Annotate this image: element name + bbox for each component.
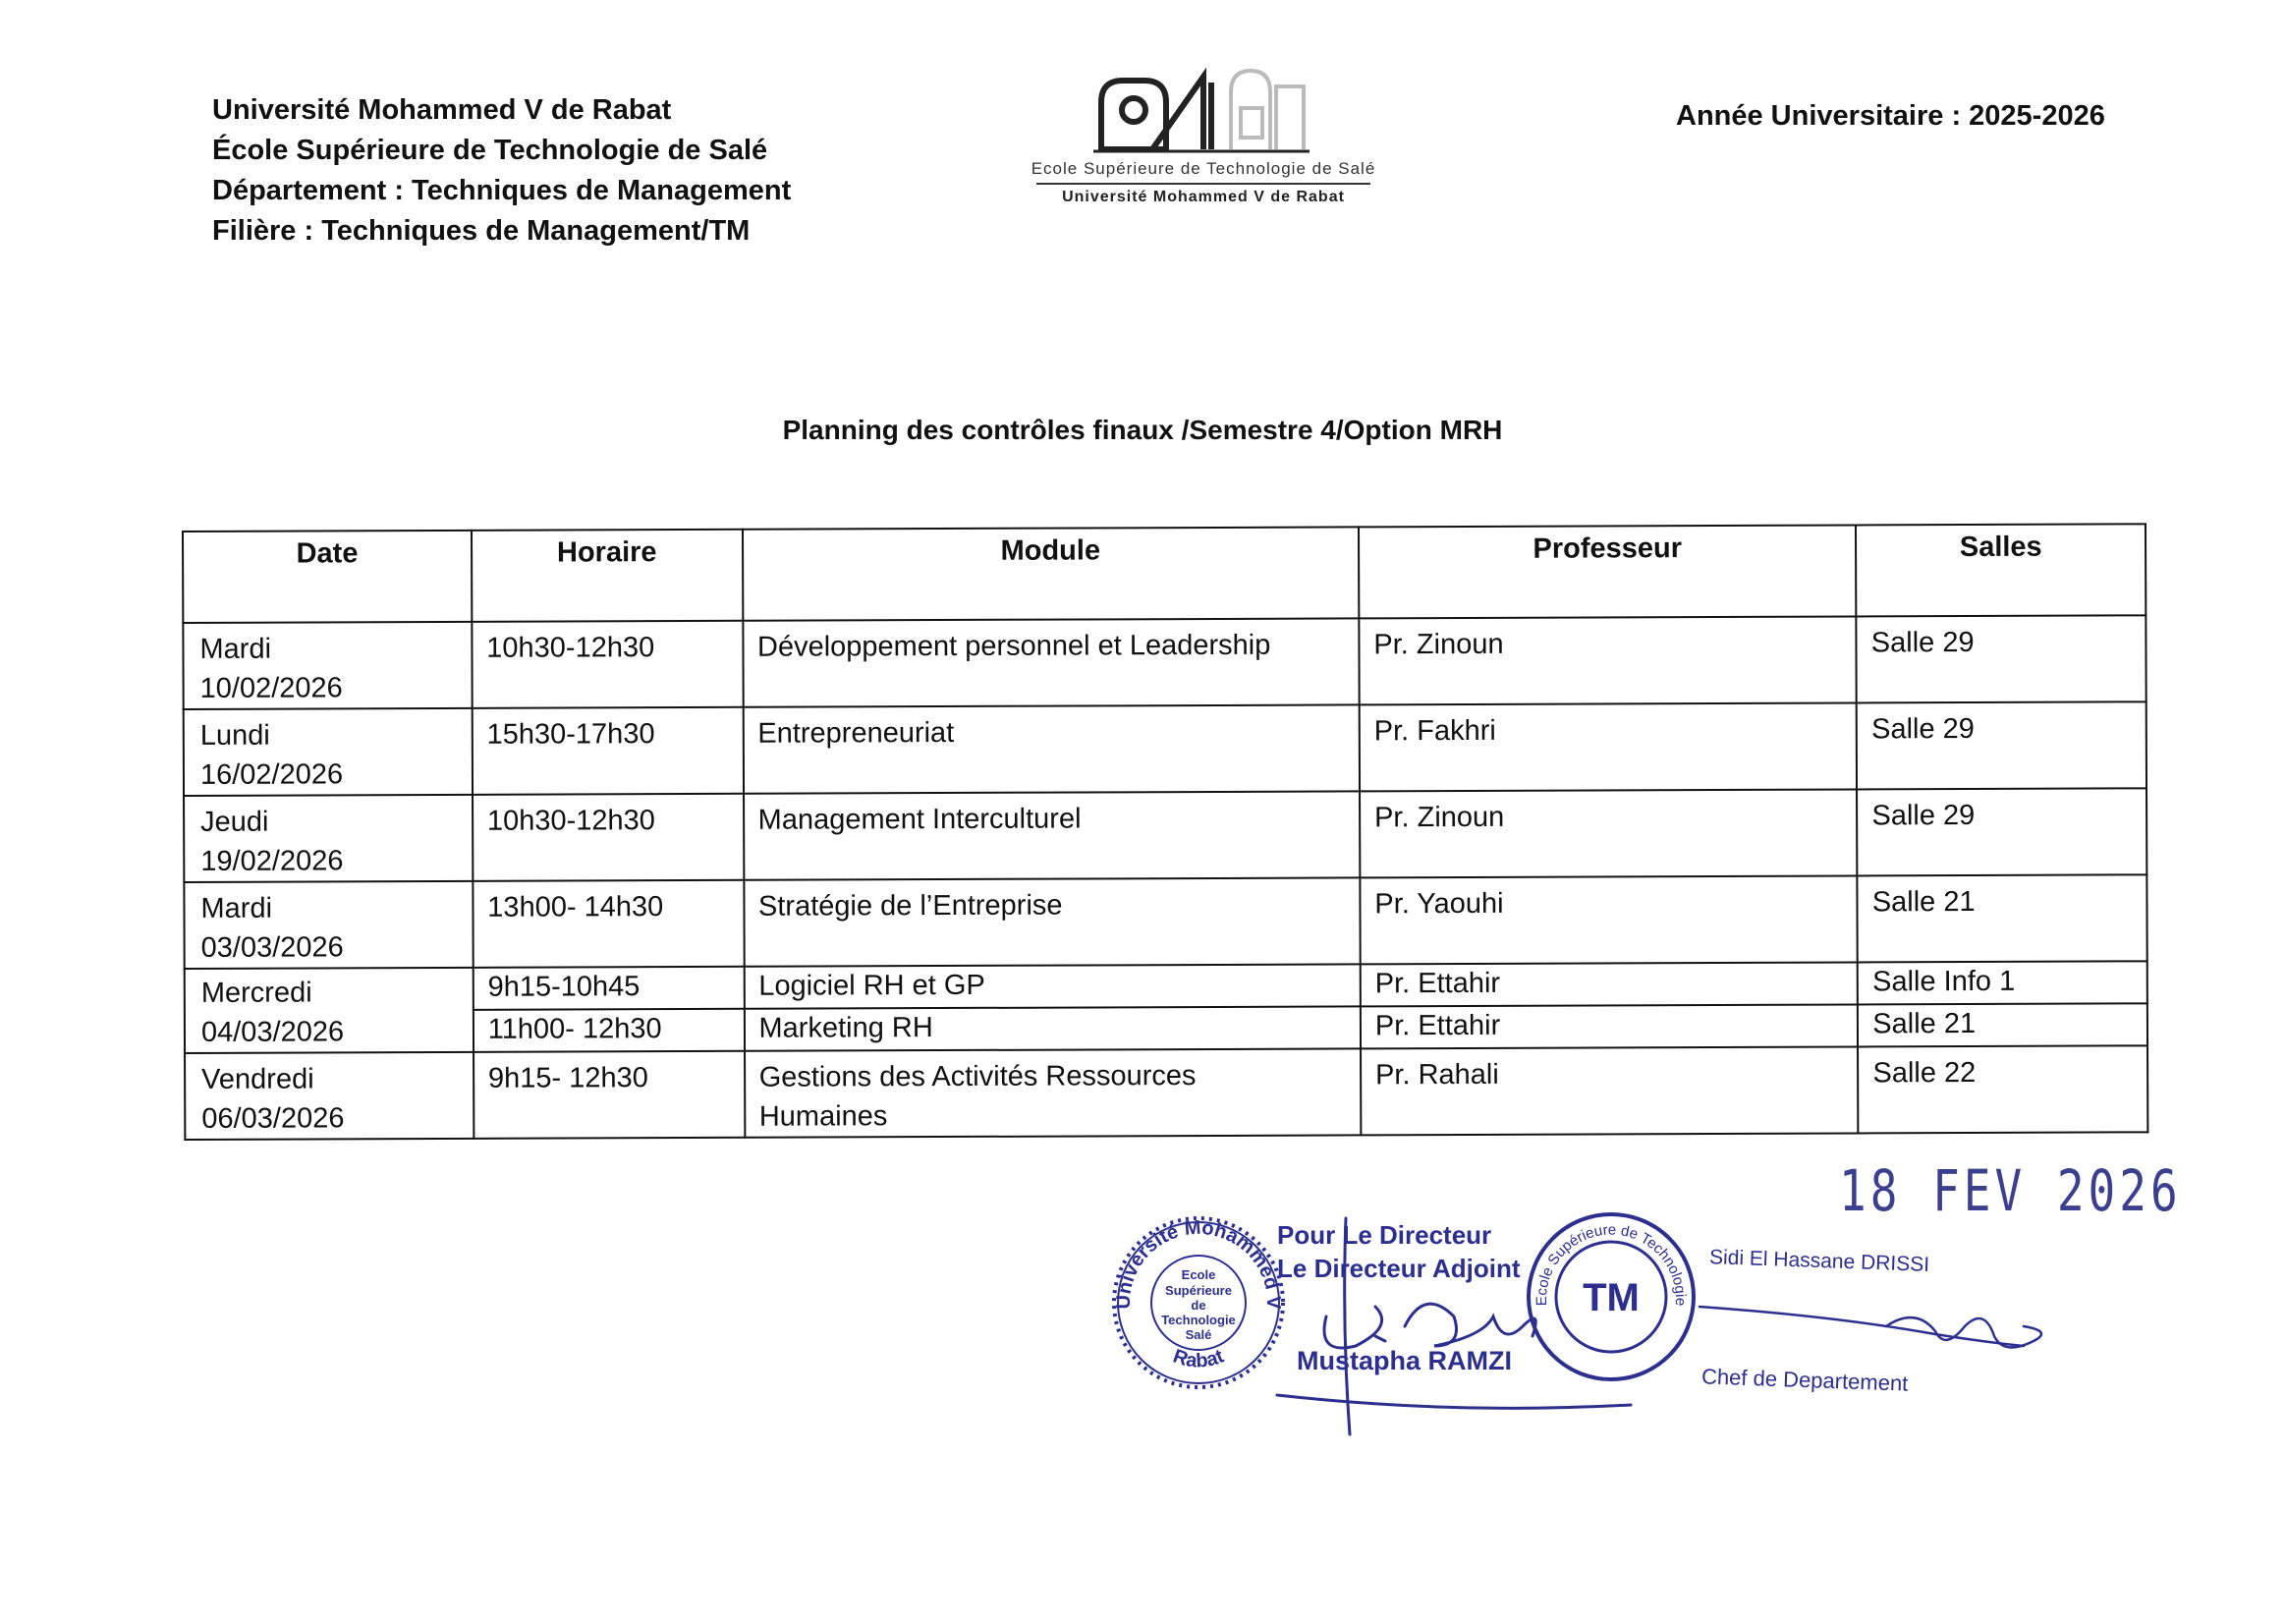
director-line-2: Le Directeur Adjoint: [1277, 1254, 1521, 1283]
header-salles: Salles: [1856, 524, 2146, 616]
date-label: 16/02/2026: [199, 758, 344, 791]
date-cell: [185, 1052, 474, 1140]
table-row: [185, 1045, 2147, 1140]
module-cell: Stratégie de l’Entreprise: [744, 877, 1361, 966]
salle-cell: Salle Info 1: [1858, 961, 2147, 1004]
department-head-title: Chef de Departement: [1700, 1364, 1909, 1396]
day-label: Mardi: [199, 633, 272, 665]
institution-header: [212, 90, 959, 252]
horaire-cell: 9h15-10h45: [474, 967, 745, 1010]
seal-ring-bottom: Rabat: [1170, 1345, 1227, 1372]
school-name: École Supérieure de Technologie de Salé: [212, 135, 768, 166]
seal-center-line: Supérieure: [1165, 1283, 1232, 1298]
department-head-signature-icon: [1690, 1287, 2063, 1366]
module-cell: Marketing RH: [744, 1006, 1361, 1050]
day-label: Mercredi: [200, 977, 312, 1009]
horaire-cell: 10h30-12h30: [473, 794, 744, 881]
seal-ring-top: Université Mohammed V: [1112, 1216, 1285, 1310]
module-cell: Entrepreneuriat: [743, 704, 1360, 793]
date-label: 03/03/2026: [200, 931, 344, 964]
horaire-cell: 15h30-17h30: [472, 707, 743, 795]
date-cell: [184, 708, 473, 796]
school-logo-icon: [1093, 63, 1314, 156]
professeur-cell: Pr. Rahali: [1361, 1046, 1859, 1135]
table-row: [185, 1003, 2147, 1053]
module-cell: Gestions des Activités Ressources Humaines: [745, 1048, 1362, 1137]
table-row: [184, 788, 2146, 882]
date-label: 19/02/2026: [200, 845, 344, 877]
exam-schedule-table: [182, 523, 2148, 1141]
header-module: Module: [743, 527, 1360, 620]
table-header-row: [183, 524, 2146, 623]
date-cell: [184, 881, 473, 969]
date-cell: [185, 968, 474, 1053]
day-label: Jeudi: [200, 806, 269, 838]
salle-cell: Salle 29: [1857, 701, 2146, 789]
day-label: Lundi: [199, 719, 270, 752]
received-date-stamp: 18 FEV 2026: [1839, 1157, 2182, 1224]
salle-cell: Salle 22: [1858, 1045, 2147, 1133]
table-row: [184, 874, 2146, 969]
table-row: [185, 961, 2147, 1011]
university-name: Université Mohammed V de Rabat: [212, 94, 672, 126]
day-label: Mardi: [200, 892, 273, 924]
horaire-cell: 13h00- 14h30: [473, 880, 744, 968]
date-label: 04/03/2026: [200, 1016, 345, 1048]
professeur-cell: Pr. Zinoun: [1359, 616, 1857, 704]
department-name: Département : Techniques de Management: [212, 175, 792, 206]
module-cell: Management Interculturel: [744, 791, 1361, 879]
logo-divider: [1036, 183, 1370, 185]
tm-seal-ring-text: Ecole Supérieure de Technologie: [1533, 1221, 1690, 1307]
school-logo: [977, 61, 1429, 208]
horaire-cell: 9h15- 12h30: [474, 1051, 745, 1139]
professeur-cell: Pr. Zinoun: [1360, 789, 1858, 877]
logo-university-text: Université Mohammed V de Rabat: [1062, 189, 1345, 205]
horaire-cell: 10h30-12h30: [472, 621, 743, 708]
salle-cell: Salle 21: [1858, 1003, 2147, 1046]
director-name: Mustapha RAMZI: [1297, 1346, 1512, 1375]
seal-center-line: Salé: [1185, 1327, 1212, 1342]
horaire-cell: 11h00- 12h30: [474, 1009, 745, 1052]
department-seal: [1523, 1208, 1700, 1390]
professeur-cell: Pr. Ettahir: [1361, 1004, 1859, 1048]
logo-school-text: Ecole Supérieure de Technologie de Salé: [1031, 159, 1376, 178]
tm-seal-center: TM: [1583, 1276, 1640, 1319]
date-label: 06/03/2026: [201, 1102, 345, 1135]
seal-center-line: Technologie: [1161, 1313, 1236, 1327]
header-date: Date: [183, 531, 472, 623]
document-title: Planning des contrôles finaux /Semestre 4/Option MRH: [782, 415, 1503, 445]
seal-center-line: de: [1191, 1298, 1206, 1313]
header-horaire: Horaire: [472, 530, 743, 622]
director-line-1: Pour Le Directeur: [1277, 1220, 1492, 1250]
professeur-cell: Pr. Ettahir: [1361, 962, 1859, 1006]
module-cell: Logiciel RH et GP: [744, 964, 1361, 1008]
module-cell: Développement personnel et Leadership: [743, 618, 1360, 706]
professeur-cell: Pr. Yaouhi: [1360, 875, 1858, 964]
professeur-cell: Pr. Fakhri: [1360, 702, 1858, 791]
signature-block: [1100, 1208, 2083, 1464]
department-head-name: Sidi El Hassane DRISSI: [1708, 1246, 1930, 1276]
salle-cell: Salle 29: [1857, 788, 2146, 875]
date-label: 10/02/2026: [199, 672, 343, 704]
day-label: Vendredi: [201, 1063, 314, 1095]
salle-cell: Salle 21: [1858, 874, 2147, 962]
filiere-name: Filière : Techniques de Management/TM: [212, 215, 751, 247]
table-row: [183, 615, 2146, 709]
date-cell: [183, 622, 472, 709]
date-cell: [184, 795, 473, 882]
salle-cell: Salle 29: [1857, 615, 2146, 702]
header-professeur: Professeur: [1359, 525, 1857, 618]
table-row: [184, 701, 2146, 796]
academic-year: Année Universitaire : 2025-2026: [1676, 100, 2105, 132]
seal-center-line: Ecole: [1181, 1267, 1216, 1282]
department-seal-icon: [1523, 1208, 1700, 1385]
